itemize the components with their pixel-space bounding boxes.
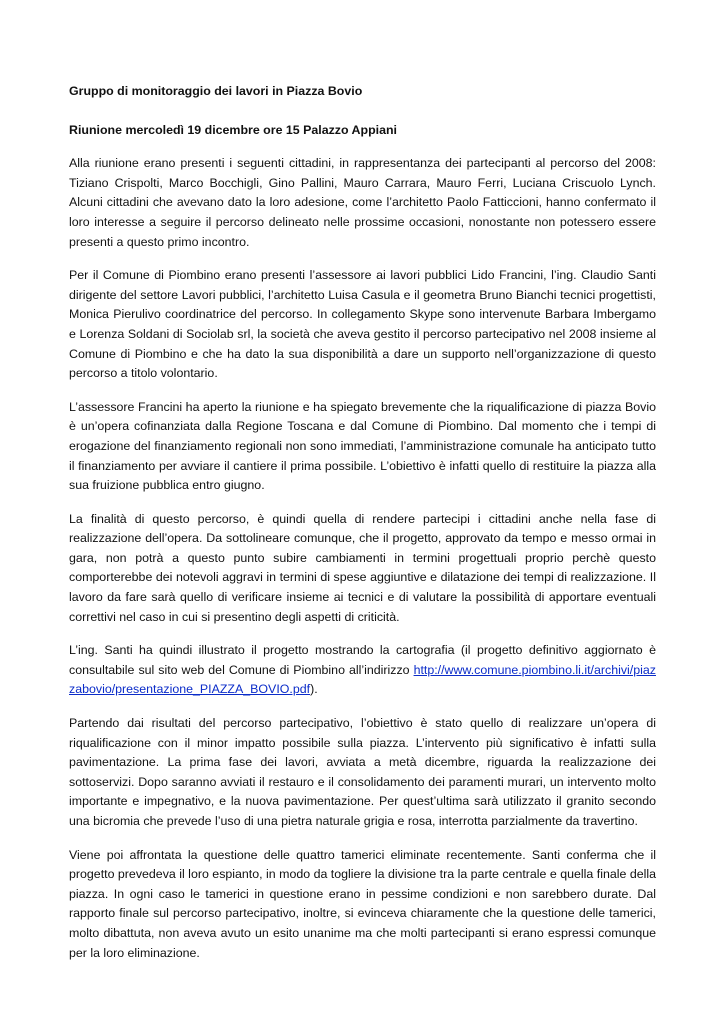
paragraph-project: [69, 641, 656, 700]
document-title: Gruppo di monitoraggio dei lavori in Piazza Bovio: [69, 84, 363, 98]
document-page: [69, 82, 656, 977]
paragraph-project-end: ).: [310, 682, 318, 697]
project-pdf-link[interactable]: http://www.comune.piombino.li.it/archivi/piazzabovio/presentazione_PIAZZA_BOVIO.pdf: [69, 662, 656, 697]
paragraph-paving: Partendo dai risultati del percorso partecipativo, l’obiettivo è stato quello di realizzare un’opera di riqualificazione con il minor impatto possibile sulla piazza. L’intervento più significativo è infatti sulla pavimentazione. La prima fase dei lavori, avviata a metà dicembre, riguarda la realizzazione dei sottoservizi. Dopo saranno avviati il restauro e il consolidamento dei paramenti murari, un intervento molto importante e impegnativo, e la nuova pavimentazione. Per quest’ultima sarà utilizzato il granito secondo una bicromia che prevede l’uso di una pietra naturale grigia e rosa, interrotta parzialmente da travertino.: [69, 716, 656, 828]
paragraph-project-text: L’ing. Santi ha quindi illustrato il progetto mostrando la cartografia (il progetto definitivo aggiornato è consultabile sul sito web del Comune di Piombino all’indirizzo: [69, 643, 656, 677]
paragraph-assessor: L’assessore Francini ha aperto la riunione e ha spiegato brevemente che la riqualificazione di piazza Bovio è un’opera cofinanziata dalla Regione Toscana e dal Comune di Piombino. Dal momento che i tempi di erogazione del finanziamento regionali non sono immediati, l’amministrazione comunale ha anticipato tutto il finanziamento per avviare il cantiere il prima possibile. L’obiettivo è infatti quello di restituire la piazza alla sua fruizione pubblica entro giugno.: [69, 399, 656, 493]
paragraph-purpose: La finalità di questo percorso, è quindi quella di rendere partecipi i cittadini anche nella fase di realizzazione dell’opera. Da sottolineare comunque, che il progetto, approvato da tempo e messo ormai in gara, non potrà a questo punto subire cambiamenti in termini progettuali proprio perchè questo comporterebbe dei notevoli aggravi in termini di spese aggiuntive e dilatazione dei tempi di realizzazione. Il lavoro da fare sarà quello di verificare insieme ai tecnici e di valutare la possibilità di apportare eventuali correttivi nel caso in cui si presentino degli aspetti di criticità.: [69, 511, 656, 624]
paragraph-tamarisks: Viene poi affrontata la questione delle quattro tamerici eliminate recentemente. Santi conferma che il progetto prevedeva il loro espianto, in modo da togliere la divisione tra la parte centrale e quella finale della piazza. In ogni caso le tamerici in questione erano in pessime condizioni e non sarebbero durate. Dal rapporto finale sul percorso partecipativo, inoltre, si evinceva chiaramente che la questione delle tamerici, molto dibattuta, non aveva avuto un esito unanime ma che molti partecipanti si erano espressi comunque per la loro eliminazione.: [69, 847, 656, 960]
meeting-subtitle: Riunione mercoledì 19 dicembre ore 15 Palazzo Appiani: [69, 122, 397, 137]
paragraph-municipality: Per il Comune di Piombino erano presenti l’assessore ai lavori pubblici Lido Francini, l’ing. Claudio Santi dirigente del settore Lavori pubblici, l’architetto Luisa Casula e il geometra Bruno Bianchi tecnici progettisti, Monica Pierulivo coordinatrice del percorso. In collegamento Skype sono intervenute Barbara Imbergamo e Lorenza Soldani di Sociolab srl, la società che aveva gestito il percorso partecipativo nel 2008 insieme al Comune di Piombino e che ha dato la sua disponibilità a dare un supporto nell’organizzazione di questo percorso a titolo volontario.: [69, 268, 656, 381]
paragraph-attendees: Alla riunione erano presenti i seguenti cittadini, in rappresentanza dei partecipanti al percorso del 2008: Tiziano Crispolti, Marco Bocchigli, Gino Pallini, Mauro Carrara, Mauro Ferri, Luciana Criscuolo Lynch. Alcuni cittadini che avevano dato la loro adesione, come l’architetto Paolo Fatticcioni, hanno confermato il loro interesse a seguire il percorso delineato nelle prossime occasioni, nonostante non potessero essere presenti a questo primo incontro.: [69, 156, 656, 249]
